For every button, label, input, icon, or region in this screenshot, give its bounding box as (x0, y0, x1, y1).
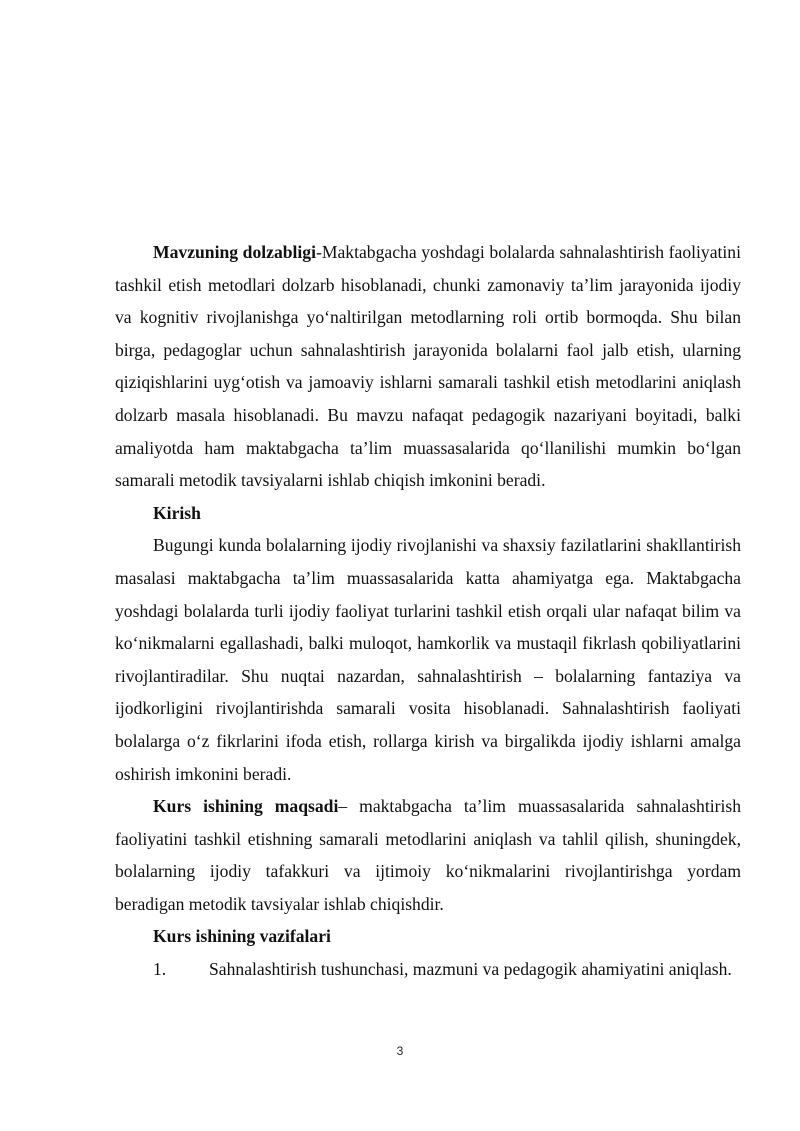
goal-label: Kurs ishining maqsadi (153, 796, 339, 817)
goal-text: – maktabgacha ta’lim muassasalarida sahnalashtirish faoliyatini tashkil etishning samarali metodlarini aniqlash va tahlil qilish, shuningdek, bolalarning ijodiy tafakkuri va ijtimoiy ko‘nikmalarini rivojlantirishga yordam beradigan metodik tavsiyalar ishlab chiqishdir. (115, 796, 742, 914)
page-number: 3 (396, 1044, 404, 1058)
relevance-paragraph (115, 236, 741, 497)
document-body (115, 236, 741, 986)
goal-paragraph (115, 790, 741, 920)
task-list-item (115, 953, 741, 986)
relevance-label: Mavzuning dolzabligi (153, 242, 316, 262)
task-text: Sahnalashtirish tushunchasi, mazmuni va pedagogik ahamiyatini aniqlash. (209, 959, 732, 980)
intro-paragraph: Bugungi kunda bolalarning ijodiy rivojlanishi va shaxsiy fazilatlarini shakllantirish masalasi maktabgacha ta’lim muassasalarida katta ahamiyatga ega. Maktabgacha yoshdagi bolalarda turli ijodiy faoliyat turlarini tashkil etish orqali ular nafaqat bilim va ko‘nikmalarni egallashadi, balki muloqot, hamkorlik va mustaqil fikrlash qobiliyatlarini rivojlantiradilar. Shu nuqtai nazardan, sahnalashtirish – bolalarning fantaziya va ijodkorligini rivojlantirishda samarali vosita hisoblanadi. Sahnalashtirish faoliyati bolalarga o‘z fikrlarini ifoda etish, rollarga kirish va birgalikda ijodiy ishlarni amalga oshirish imkonini beradi. (115, 535, 741, 784)
tasks-heading: Kurs ishining vazifalari (153, 926, 331, 947)
task-number: 1. (153, 959, 167, 980)
relevance-text: -Maktabgacha yoshdagi bolalarda sahnalashtirish faoliyatini tashkil etish metodlari dolzarb hisoblanadi, chunki zamonaviy ta’lim jarayonida ijodiy va kognitiv rivojlanishga yo‘naltirilgan metodlarning roli ortib bormoqda. Shu bilan birga, pedagoglar uchun sahnalashtirish jarayonida bolalarni faol jalb etish, ularning qiziqishlarini uyg‘otish va jamoaviy ishlarni samarali tashkil etish metodlarini aniqlash dolzarb masala hisoblanadi. Bu mavzu nafaqat pedagogik nazariyani boyitadi, balki amaliyotda ham maktabgacha ta’lim muassasalarida qo‘llanilishi mumkin bo‘lgan samarali metodik tavsiyalarni ishlab chiqish imkonini beradi. (115, 242, 741, 491)
intro-heading: Kirish (153, 502, 201, 523)
